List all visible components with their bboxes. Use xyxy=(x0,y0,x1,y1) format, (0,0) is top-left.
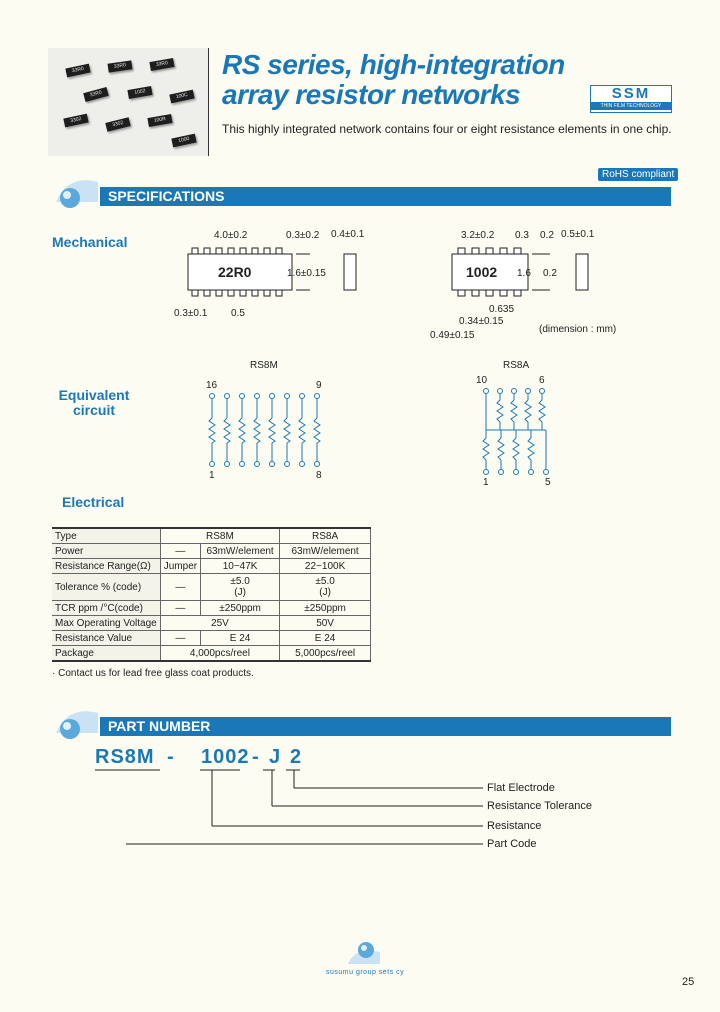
table-cell-line: ±5.0 xyxy=(315,576,335,587)
table-cell: — xyxy=(160,601,200,616)
table-cell: 63mW/element xyxy=(280,544,371,559)
rs8a-pad-width-dim: 0.34±0.15 xyxy=(459,316,504,327)
rs8a-pad-top-dim: 0.3 xyxy=(515,230,529,241)
table-row xyxy=(52,544,371,559)
rs8a-pin-5: 5 xyxy=(545,477,551,488)
photo-chip: 33R0 xyxy=(83,87,109,102)
rs8a-chip-label: 1002 xyxy=(466,264,498,280)
rs8a-pin-1: 1 xyxy=(483,477,489,488)
header-divider xyxy=(208,48,209,156)
footer-text: susumu group sets cy xyxy=(326,969,405,976)
photo-chip: 100C xyxy=(169,90,194,104)
section-bullet-icon xyxy=(50,172,106,212)
table-row xyxy=(52,646,371,662)
rs8a-length-dim: 3.2±0.2 xyxy=(461,230,495,241)
table-cell-line: (J) xyxy=(319,587,331,598)
electrical-spec-table xyxy=(52,527,371,662)
rs8m-pitch-dim: 0.5 xyxy=(231,308,245,319)
specifications-header: SPECIFICATIONS xyxy=(100,187,671,206)
table-cell: 50V xyxy=(280,616,371,631)
photo-chip: 3302 xyxy=(63,114,88,128)
company-logo xyxy=(590,85,672,113)
flat-electrode-label: Flat Electrode xyxy=(487,782,555,794)
table-row xyxy=(52,631,371,646)
photo-chip: 33R0 xyxy=(149,58,174,71)
equivalent-heading-line-2: circuit xyxy=(72,402,115,418)
rs8m-side-width-dim: 0.4±0.1 xyxy=(331,229,365,240)
table-cell: Tolerance % (code) xyxy=(52,574,160,601)
rs8m-circuit-diagram xyxy=(200,390,330,470)
rs8a-pad-top2-dim: 0.2 xyxy=(540,230,554,241)
table-cell: E 24 xyxy=(201,631,280,646)
part-code-label: Part Code xyxy=(487,838,537,850)
rs8a-circuit-diagram xyxy=(476,386,556,478)
rohs-badge: RoHS compliant xyxy=(598,168,678,181)
logo-tagline: THIN FILM TECHNOLOGY xyxy=(591,102,671,110)
part-code-dash: - xyxy=(252,746,260,768)
table-cell: — xyxy=(160,544,200,559)
rs8a-height2-dim: 0.2 xyxy=(543,268,557,279)
rs8a-pad-total-dim: 0.49±0.15 xyxy=(430,330,475,341)
table-cell: 25V xyxy=(160,616,279,631)
table-cell: — xyxy=(160,631,200,646)
rs8a-side-width-dim: 0.5±0.1 xyxy=(561,229,595,240)
table-row xyxy=(52,559,371,574)
rs8a-pin-6: 6 xyxy=(539,375,545,386)
part-code-tolerance: J xyxy=(269,746,282,768)
lead-free-note: · Contact us for lead free glass coat products. xyxy=(52,668,254,679)
title-line-2: array resistor networks xyxy=(222,79,521,110)
rs8a-mechanical-drawing xyxy=(440,240,610,320)
part-number-callout-lines xyxy=(90,766,490,852)
part-code-series: RS8M xyxy=(95,746,155,768)
rs8a-height-dim: 1.6 xyxy=(517,268,531,279)
table-header-cell: Type xyxy=(52,528,160,544)
table-cell: Package xyxy=(52,646,160,662)
table-cell xyxy=(201,574,280,601)
tolerance-label: Resistance Tolerance xyxy=(487,800,592,812)
table-cell-line: ±5.0 xyxy=(230,576,250,587)
table-cell: 10~47K xyxy=(201,559,280,574)
part-code-dash: - xyxy=(167,746,175,768)
equivalent-circuit-heading xyxy=(56,388,132,418)
rs8m-pin-1: 1 xyxy=(209,470,215,481)
rs8a-pin-10: 10 xyxy=(476,375,488,386)
rs8m-height-dim: 1.6±0.15 xyxy=(287,268,326,279)
table-cell: TCR ppm /°C(code) xyxy=(52,601,160,616)
table-cell: 22~100K xyxy=(280,559,371,574)
mechanical-heading: Mechanical xyxy=(52,234,128,250)
table-cell-line: (J) xyxy=(234,587,246,598)
product-photo xyxy=(48,48,208,156)
table-cell: Resistance Range(Ω) xyxy=(52,559,160,574)
section-bullet-icon xyxy=(50,703,106,743)
photo-chip: 1000 xyxy=(171,134,196,148)
table-cell: 4,000pcs/reel xyxy=(160,646,279,662)
table-header-cell: RS8A xyxy=(280,528,371,544)
table-row xyxy=(52,601,371,616)
table-cell: E 24 xyxy=(280,631,371,646)
photo-chip: 33R0 xyxy=(107,60,132,72)
table-cell: 5,000pcs/reel xyxy=(280,646,371,662)
table-cell: Resistance Value xyxy=(52,631,160,646)
page-number: 25 xyxy=(682,976,695,988)
rs8a-circuit-title: RS8A xyxy=(503,360,530,371)
photo-chip: 1002 xyxy=(127,86,152,99)
dimension-note: (dimension : mm) xyxy=(539,324,617,335)
photo-chip: 3302 xyxy=(105,117,130,132)
rs8m-length-dim: 4.0±0.2 xyxy=(214,230,248,241)
title-line-1: RS series, high-integration xyxy=(222,49,565,80)
rs8m-chip-label: 22R0 xyxy=(218,264,252,280)
footer-logo-icon xyxy=(346,938,386,968)
table-cell: Power xyxy=(52,544,160,559)
resistance-label: Resistance xyxy=(487,820,542,832)
table-cell: 63mW/element xyxy=(201,544,280,559)
part-code-electrode: 2 xyxy=(290,746,303,768)
page-title xyxy=(222,50,565,110)
part-code-resistance: 1002 xyxy=(201,746,250,768)
table-cell: ±250ppm xyxy=(280,601,371,616)
table-header-row xyxy=(52,528,371,544)
rs8m-circuit-title: RS8M xyxy=(250,360,278,371)
table-cell: — xyxy=(160,574,200,601)
rs8m-pad-top-dim: 0.3±0.2 xyxy=(286,230,320,241)
part-number-header: PART NUMBER xyxy=(100,717,671,736)
table-row xyxy=(52,616,371,631)
table-header-cell: RS8M xyxy=(160,528,279,544)
rs8a-pitch-dim: 0.635 xyxy=(489,304,515,315)
electrical-heading: Electrical xyxy=(62,494,125,510)
rs8m-pin-16: 16 xyxy=(206,380,218,391)
rs8m-pin-9: 9 xyxy=(316,380,322,391)
rs8m-mechanical-drawing xyxy=(180,240,360,310)
photo-chip: 100R xyxy=(147,114,172,127)
intro-text: This highly integrated network contains four or eight resistance elements in one chip. xyxy=(222,122,672,136)
equivalent-heading-line-1: Equivalent xyxy=(58,387,130,403)
table-row xyxy=(52,574,371,601)
logo-text: SSM xyxy=(611,85,651,102)
rs8m-pad-bottom-dim: 0.3±0.1 xyxy=(174,308,208,319)
rs8m-pin-8: 8 xyxy=(316,470,322,481)
table-cell: Max Operating Voltage xyxy=(52,616,160,631)
photo-chip: 33R0 xyxy=(65,64,90,78)
table-cell: Jumper xyxy=(160,559,200,574)
table-cell xyxy=(280,574,371,601)
table-cell: ±250ppm xyxy=(201,601,280,616)
